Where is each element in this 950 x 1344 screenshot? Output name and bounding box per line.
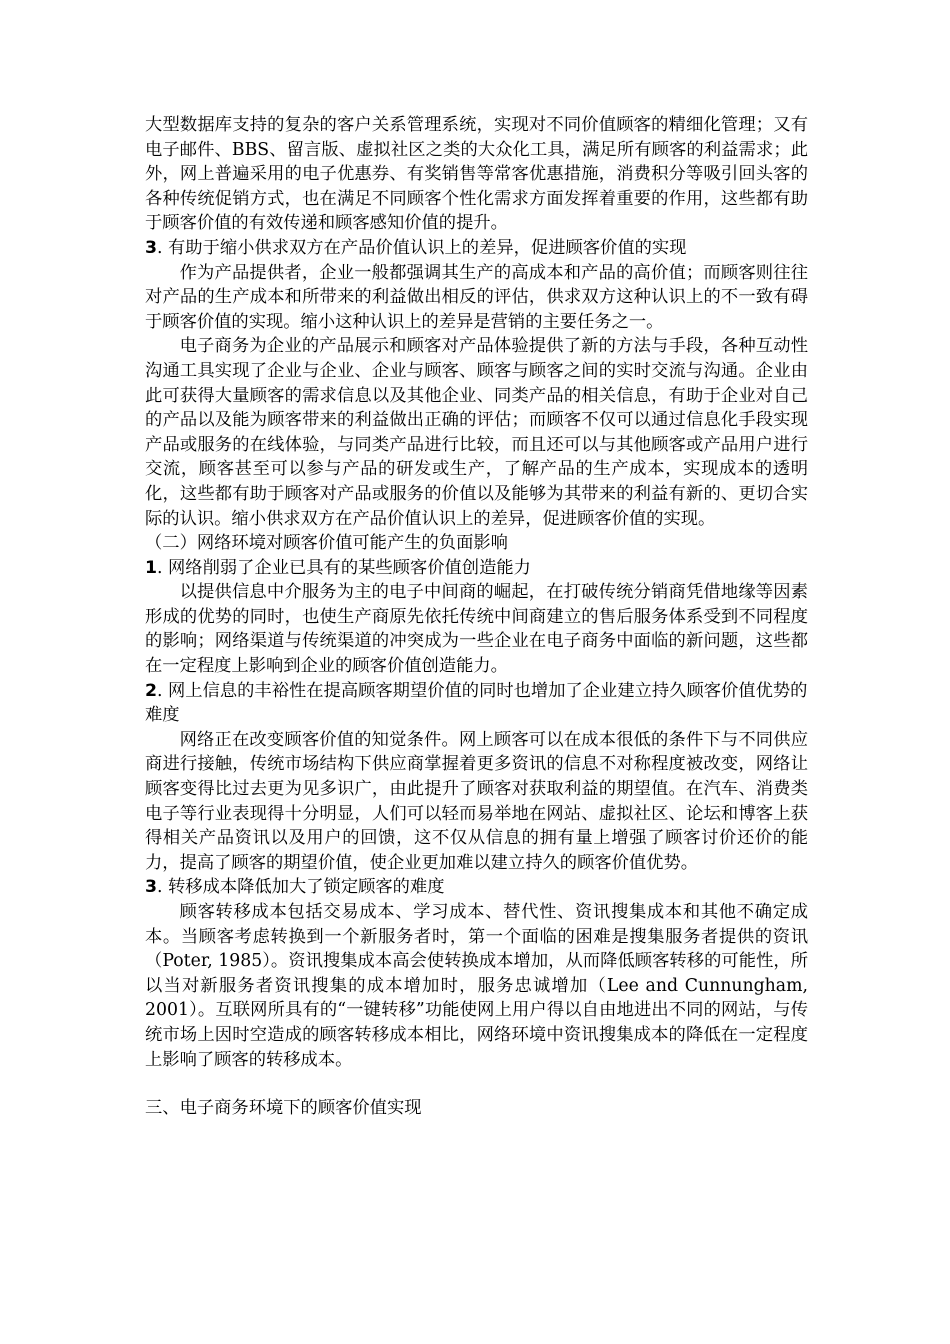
paragraph-3c: 顾客转移成本包括交易成本、学习成本、替代性、资讯搜集成本和其他不确定成本。当顾客考虑转换到一个新服务者时，第一个面临的困难是搜集服务者提供的资讯（Poter, 1985）。资讯搜集成本高会使转换成本增加，从而降低顾客转移的可能性，所以当对新服务者资讯搜集的成本增加时，服务忠诚增加（Lee and Cunnungham, 2001）。互联网所具有的“一键转移”功能使网上用户得以自由地进出不同的网站，与传统市场上因时空造成的顾客转移成本相比，网络环境中资讯搜集成本的降低在一定程度上影响了顾客的转移成本。 (145, 902, 808, 1070)
heading-number: 1 (145, 557, 158, 578)
heading-text: . 有助于缩小供求双方在产品价值认识上的差异，促进顾客价值的实现 (157, 237, 687, 258)
heading-text: . 网络削弱了企业已具有的某些顾客价值创造能力 (157, 557, 531, 578)
heading-1-weaken-ability (145, 556, 808, 581)
paragraph-intro: 大型数据库支持的复杂的客户关系管理系统，实现对不同价值顾客的精细化管理；又有电子邮件、BBS、留言版、虚拟社区之类的大众化工具，满足所有顾客的利益需求；此外，网上普遍采用的电子优惠券、有奖销售等常客优惠措施，消费积分等吸引回头客的各种传统促销方式，也在满足不同顾客个性化需求方面发挥着重要的作用，这些都有助于顾客价值的有效传递和顾客感知价值的提升。 (145, 115, 808, 234)
heading-number: 3 (145, 237, 158, 258)
subsection-title-2: （二）网络环境对顾客价值可能产生的负面影响 (145, 533, 508, 554)
section-title-3: 三、电子商务环境下的顾客价值实现 (145, 1098, 422, 1119)
paragraph-1: 以提供信息中介服务为主的电子中间商的崛起，在打破传统分销商凭借地缘等因素形成的优势的同时，也使生产商原先依托传统中间商建立的售后服务体系受到不同程度的影响；网络渠道与传统渠道的冲突成为一些企业在电子商务中面临的新问题，这些都在一定程度上影响到企业的顾客价值创造能力。 (145, 582, 808, 677)
heading-number: 3 (145, 877, 158, 898)
paragraph-3a: 作为产品提供者，企业一般都强调其生产的高成本和产品的高价值；而顾客则往往对产品的生产成本和所带来的利益做出相反的评估，供求双方这种认识上的不一致有碍于顾客价值的实现。缩小这种认识上的差异是营销的主要任务之一。 (145, 262, 808, 332)
heading-text: . 转移成本降低加大了锁定顾客的难度 (157, 877, 445, 898)
paragraph-3b: 电子商务为企业的产品展示和顾客对产品体验提供了新的方法与手段，各种互动性沟通工具实现了企业与企业、企业与顾客、顾客与顾客之间的实时交流与沟通。企业由此可获得大量顾客的需求信息以及其他企业、同类产品的相关信息，有助于企业对自己的产品以及能为顾客带来的利益做出正确的评估；而顾客不仅可以通过信息化手段实现产品或服务的在线体验，与同类产品进行比较，而且还可以与其他顾客或产品用户进行交流，顾客甚至可以参与产品的研发或生产，了解产品的生产成本，实现成本的透明化，这些都有助于顾客对产品或服务的价值以及能够为其带来的利益有新的、更切合实际的认识。缩小供求双方在产品价值认识上的差异，促进顾客价值的实现。 (145, 336, 808, 529)
document-page (145, 113, 808, 1121)
blank-line (145, 1072, 808, 1096)
heading-text: . 网上信息的丰裕性在提高顾客期望价值的同时也增加了企业建立持久顾客价值优势的难度 (145, 680, 808, 726)
heading-3-switching-cost (145, 875, 808, 900)
heading-2-information-abundance (145, 679, 808, 728)
heading-number: 2 (145, 680, 158, 701)
heading-3-reduce-gap (145, 236, 808, 261)
paragraph-2: 网络正在改变顾客价值的知觉条件。网上顾客可以在成本很低的条件下与不同供应商进行接触，传统市场结构下供应商掌握着更多资讯的信息不对称程度被改变，网络让顾客变得比过去更为见多识广，由此提升了顾客对获取利益的期望值。在汽车、消费类电子等行业表现得十分明显，人们可以轻而易举地在网站、虚拟社区、论坛和博客上获得相关产品资讯以及用户的回馈，这不仅从信息的拥有量上增强了顾客讨价还价的能力，提高了顾客的期望价值，使企业更加难以建立持久的顾客价值优势。 (145, 729, 808, 873)
